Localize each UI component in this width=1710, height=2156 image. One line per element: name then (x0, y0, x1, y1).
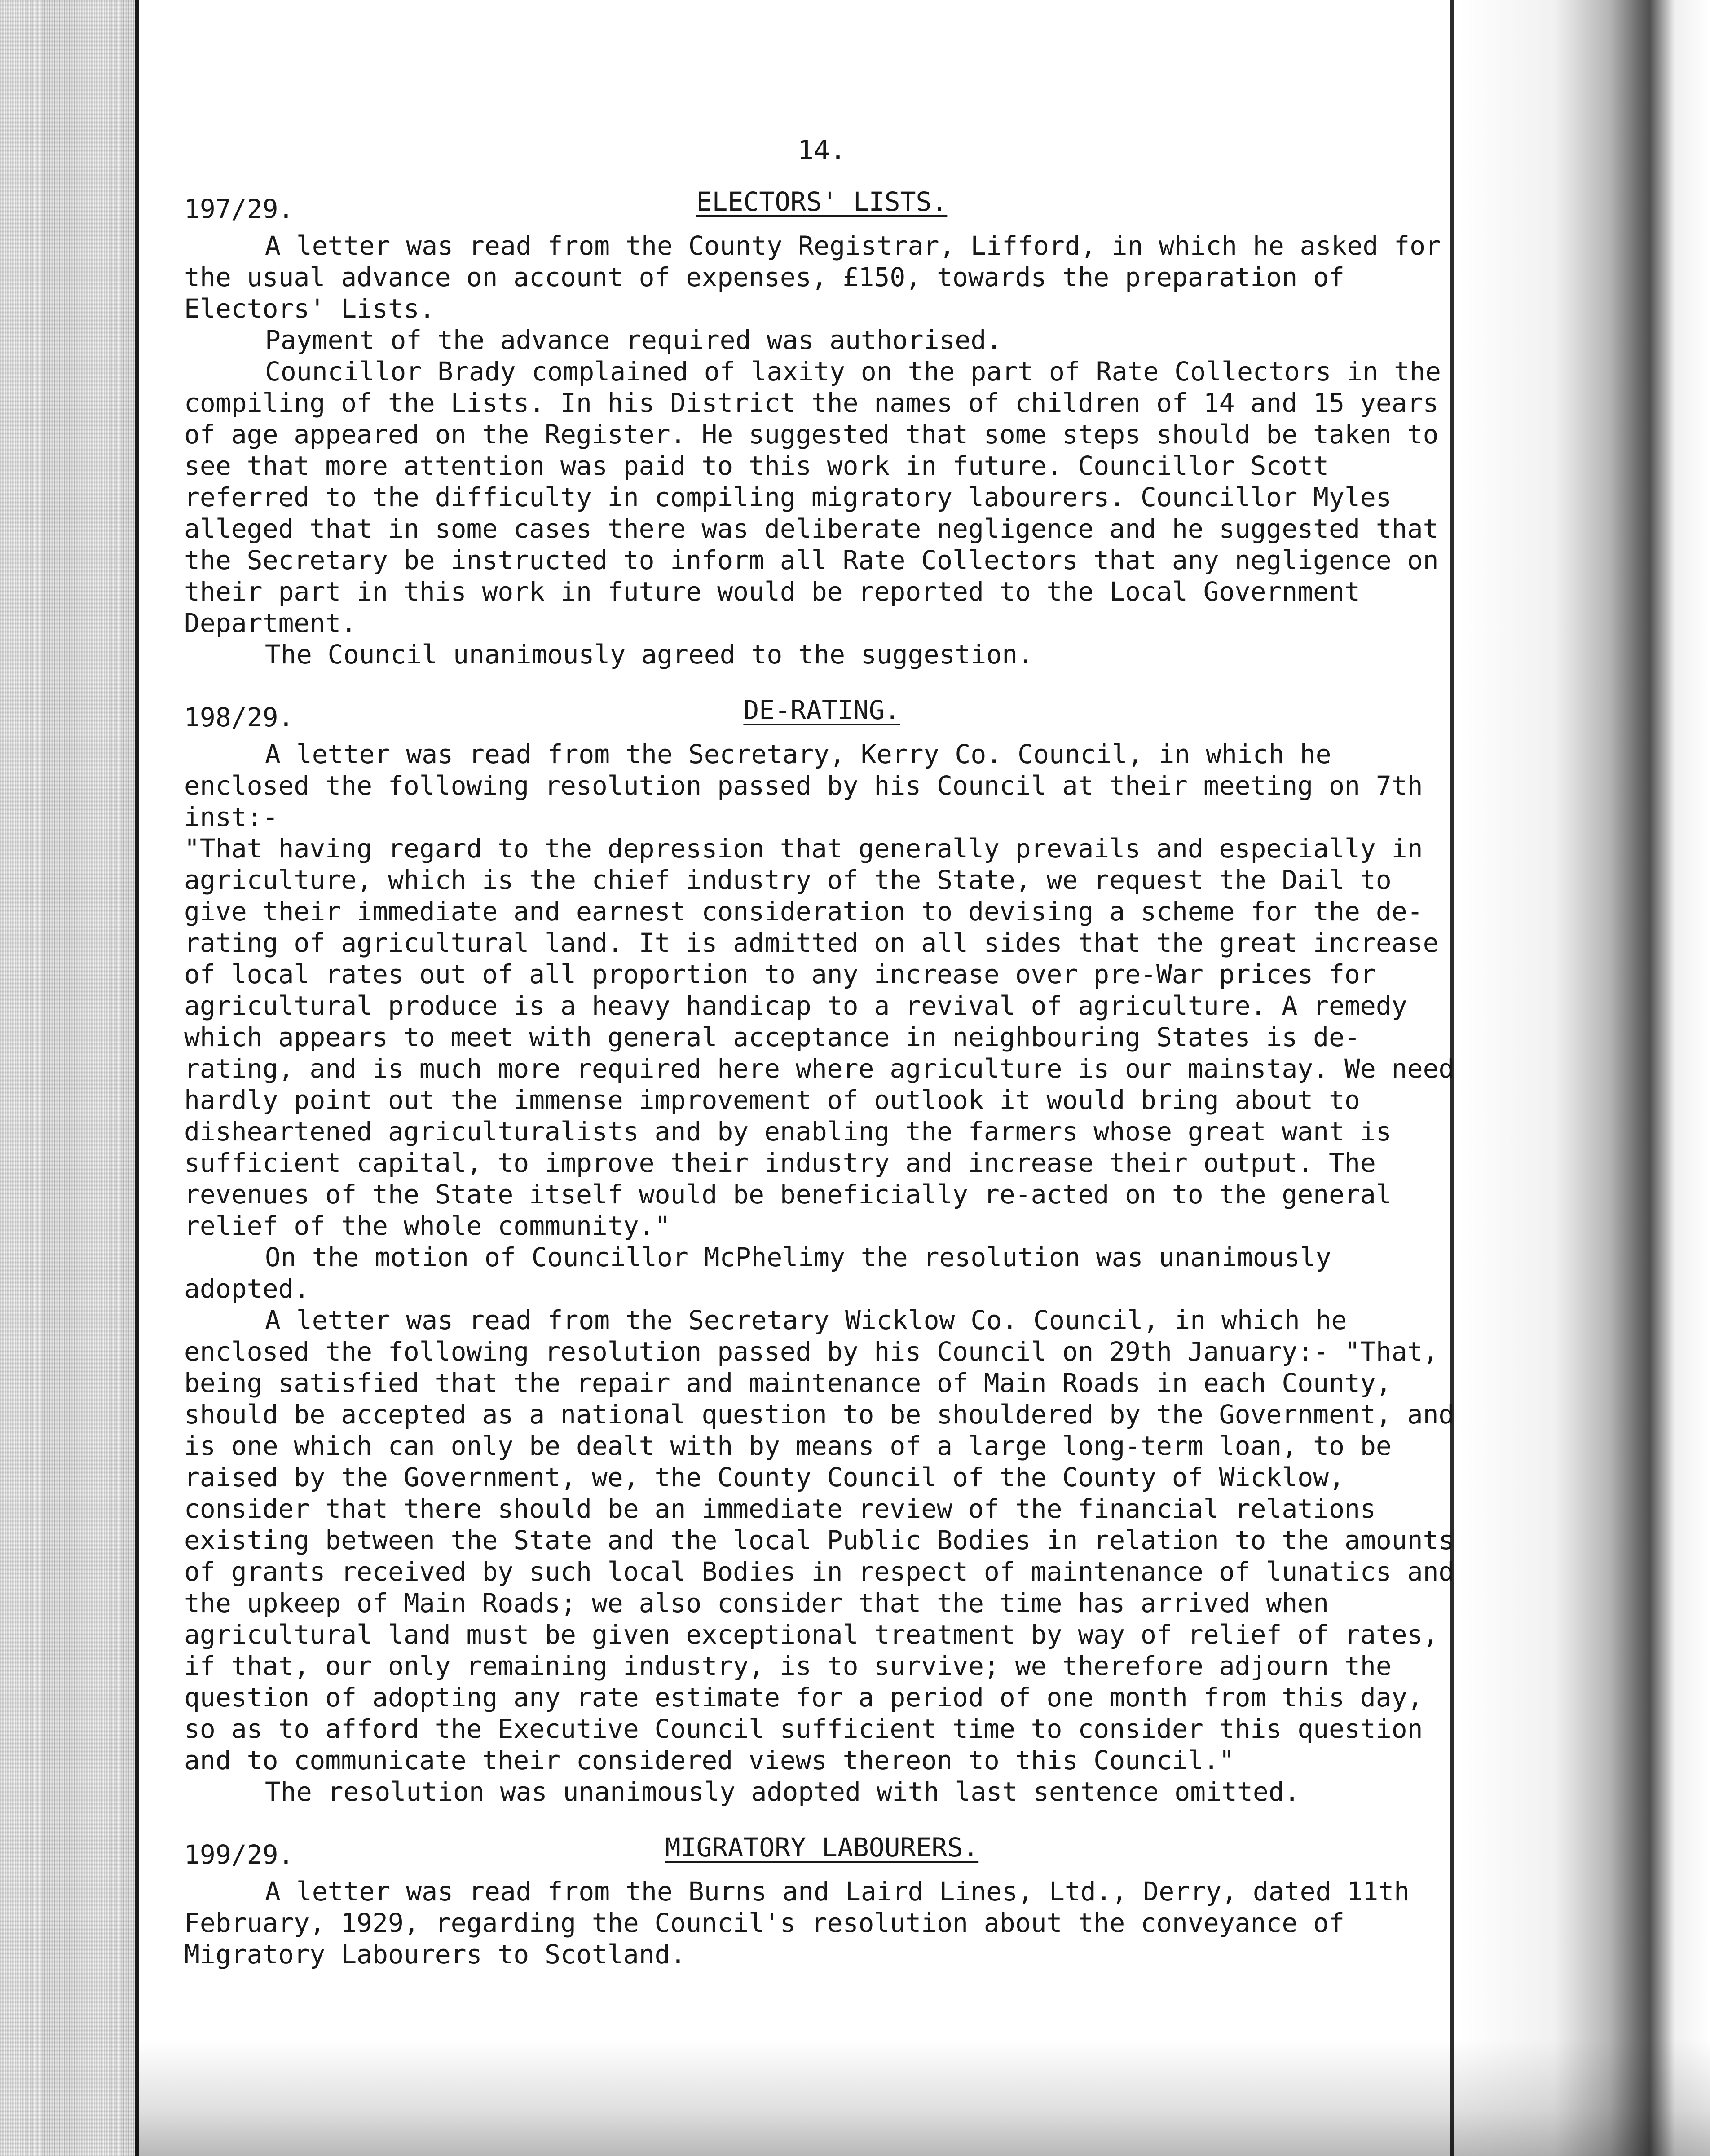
paragraph: A letter was read from the Secretary Wicklow Co. Council, in which he enclosed the following resolution passed by his Council on 29th January:- "That, being satisfied that the repair and maintenance of Main Roads in each County, should be accepted as a national question to be shouldered by the Government, and is one which can only be dealt with by means of a large long-term loan, to be raised by the Government, we, the County Council of the County of Wicklow, consider that there should be an immediate review of the financial relations existing between the State and the local Public Bodies in relation to the amounts of grants received by such local Bodies in respect of maintenance of lunatics and the upkeep of Main Roads; we also consider that the time has arrived when agricultural land must be given exceptional treatment by way of relief of rates, if that, our only remaining industry, is to survive; we therefore adjourn the question of adopting any rate estimate for a period of one month from this day, so as to afford the Executive Council sufficient time to consider this question and to communicate their considered views thereon to this Council." (184, 1305, 1454, 1776)
minute-reference: 199/29. (184, 1839, 294, 1870)
scan-edge-noise (0, 0, 135, 2156)
section-spacer (184, 670, 1459, 697)
page-left-edge (135, 0, 139, 2156)
minute-section (184, 1834, 1459, 1970)
section-spacer (184, 1807, 1459, 1834)
section-title: MIGRATORY LABOURERS. (665, 1832, 979, 1863)
page-number: 14. (797, 135, 846, 166)
paragraph: The Council unanimously agreed to the suggestion. (265, 639, 1034, 670)
paragraph: A letter was read from the County Registrar, Lifford, in which he asked for the usual advance on account of expenses, £150, towards the preparation of Electors' Lists. (184, 230, 1441, 324)
section-title: DE-RATING. (743, 695, 900, 725)
page-bottom-shadow (135, 2039, 1710, 2156)
minute-reference: 197/29. (184, 194, 294, 224)
section-heading (184, 1834, 1459, 1870)
paragraph: Councillor Brady complained of laxity on the part of Rate Collectors in the compiling of the Lists. In his District the names of children of 14 and 15 years of age appeared on the Register. He suggested that some steps should be taken to see that more attention was paid to this work in future. Councillor Scott referred to the difficulty in compiling migratory labourers. Councillor Myles alleged that in some cases there was deliberate negligence and he suggested that the Secretary be instructed to inform all Rate Collectors that any negligence on their part in this work in future would be reported to the Local Government Department. (184, 356, 1441, 638)
section-heading (184, 697, 1459, 733)
paragraph: On the motion of Councillor McPhelimy the resolution was unanimously adopted. (184, 1242, 1331, 1304)
paragraph: The resolution was unanimously adopted with last sentence omitted. (265, 1776, 1300, 1807)
minute-section (184, 697, 1459, 1807)
section-heading (184, 186, 1459, 225)
paragraph: A letter was read from the Burns and Laird Lines, Ltd., Derry, dated 11th February, 1929, regarding the Council's resolution about the conveyance of Migratory Labourers to Scotland. (184, 1876, 1410, 1970)
minute-reference: 198/29. (184, 702, 294, 733)
quoted-resolution: "That having regard to the depression that generally prevails and especially in agriculture, which is the chief industry of the State, we request the Dail to give their immediate and earnest consideration to devising a scheme for the de-rating of agricultural land. It is admitted on all sides that the great increase of local rates out of all proportion to any increase over pre-War prices for agricultural produce is a heavy handicap to a revival of agriculture. A remedy which appears to meet with general acceptance in neighbouring States is de-rating, and is much more required here where agriculture is our mainstay. We need hardly point out the immense improvement of outlook it would bring about to disheartened agriculturalists and by enabling the farmers whose great want is sufficient capital, to improve their industry and increase their output. The revenues of the State itself would be beneficially re-acted on to the general relief of the whole community." (184, 833, 1454, 1241)
minute-section (184, 186, 1459, 670)
paragraph: A letter was read from the Secretary, Kerry Co. Council, in which he enclosed the following resolution passed by his Council at their meeting on 7th inst:- (184, 739, 1423, 832)
document-body (184, 135, 1459, 1970)
paragraph: Payment of the advance required was authorised. (265, 325, 1002, 355)
page-curl-shadow (1459, 0, 1710, 2156)
section-title: ELECTORS' LISTS. (696, 186, 948, 217)
